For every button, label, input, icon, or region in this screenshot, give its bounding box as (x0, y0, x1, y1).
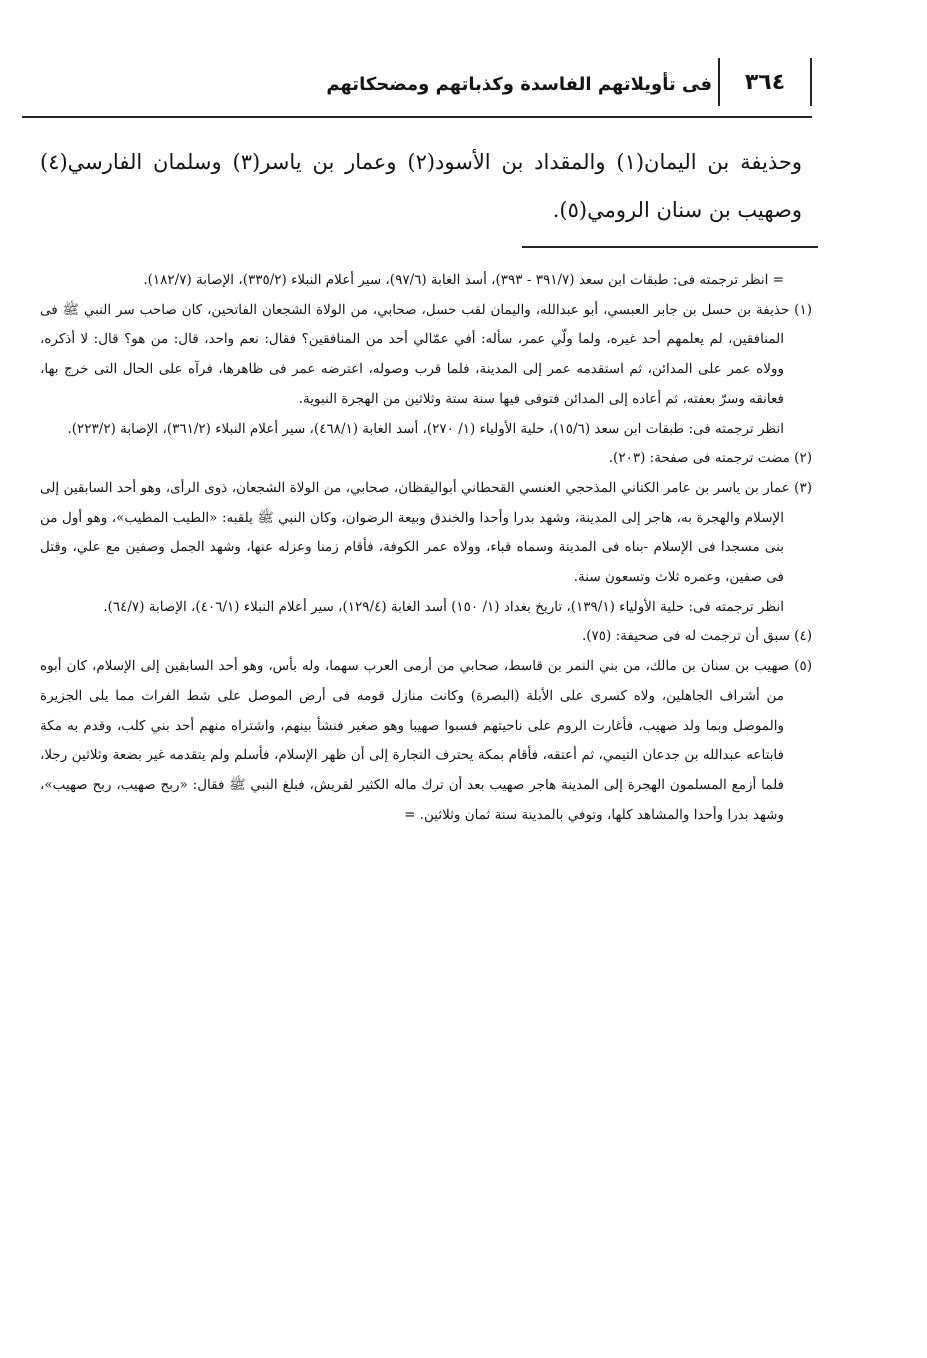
footnote-4: (٤) سبق أن ترجمت له فى صحيفة: (٧٥). (581, 628, 812, 645)
footnote-2: (٢) مضت ترجمته فى صفحة: (٢٠٣). (608, 450, 812, 467)
footnote-3-sources: انظر ترجمته فى: حلية الأولياء (١٣٩/١)، تاريخ بغداد (١/ ١٥٠) أسد الغابة (١٢٩/٤)، سير أعلام النبلاء (٤٠٦/١)، الإصابة (٦٤/٧). (103, 598, 784, 615)
page-header (22, 58, 812, 118)
footnote-1-sources: انظر ترجمته فى: طبقات ابن سعد (١٥/٦)، حلية الأولياء (١/ ٢٧٠)، أسد الغابة (٤٦٨/١)، سير أعلام النبلاء (٣٦١/٢)، الإصابة (٢٢٣/٢). (67, 420, 784, 437)
footnote-separator (522, 246, 818, 248)
footnote-1: (١) حذيفة بن حسل بن جابر العبسي، أبو عبدالله، واليمان لقب حسل، صحابي، من الولاة الشجعان الفاتحين، كان صاحب سر النبي ﷺ فى المنافقين، لم يعلمهم أحد غيره، ولما ولّي عمر، سأله: أفي عمّالي أحد من المنافقين؟ فقال: نعم واحد، قال: من هو؟ قال: لا أذكره، وولاه عمر على المدائن، ثم استقدمه عمر إلى المدينة، فلما قرب وصوله، اعترضه عمر فى ظاهرها، فرآه على الحال التى خرج بها، فعانقه وسرّ بعفته، ثم أعاده إلى المدائن فتوفى فيها سنة ستة وثلاثين من الهجرة النبوية. (40, 301, 812, 407)
footnote-continuation: = انظر ترجمته فى: طبقات ابن سعد (٣٩١/٧ - ٣٩٣)، أسد الغابة (٩٧/٦)، سير أعلام النبلاء (٣٣٥/٢)، الإصابة (١٨٢/٧). (143, 272, 784, 288)
main-paragraph: وحذيفة بن اليمان(١) والمقداد بن الأسود(٢) وعمار بن ياسر(٣) وسلمان الفارسي(٤) وصهيب بن سنان الرومي(٥). (40, 150, 802, 222)
header-rule (22, 116, 812, 118)
footnotes-section (40, 266, 812, 830)
running-title: فى تأويلاتهم الفاسدة وكذباتهم ومضحكاتهم (326, 74, 712, 95)
footnote-5: (٥) صهيب بن سنان بن مالك، من بني النمر بن قاسط، صحابي من أرمى العرب سهما، وله بأس، وهو أحد السابقين إلى الإسلام، كان أبوه من أشراف الجاهلين، ولاه كسرى على الأبلة (البصرة) وكانت منازل قومه فى أرض الموصل على شط الفرات مما يلى الجزيرة والموصل وبما ولد صهيب، فأغارت الروم على ناحيتهم فسبوا صهيبا وهو صغير فنشأ بينهم، واشتراه منهم أحد بني كلب، وقدم به مكة فابتاعه عبدالله بن جدعان التيمي، ثم أعتقه، فأقام بمكة يحترف التجارة إلى أن ظهر الإسلام، فأسلم ولم يتقدمه غير بضعة وثلاثين رجلا، فلما أزمع المسلمون الهجرة إلى المدينة هاجر صهيب بعد أن ترك ماله الكثير لقريش، فبلغ النبي ﷺ فقال: «ربح صهيب، ربح صهيب»، وشهد بدرا وأحدا والمشاهد كلها، وتوفي بالمدينة سنة ثمان وثلاثين. = (40, 658, 812, 823)
page-number: ٣٦٤ (718, 58, 812, 106)
footnote-3: (٣) عمار بن ياسر بن عامر الكناني المذحجي العنسي القحطاني أبواليقظان، صحابي، من الولاة الشجعان، ذوى الرأى، وهو أحد السابقين إلى الإسلام والهجرة به، هاجر إلى المدينة، وشهد بدرا وأحدا والخندق وبيعة الرضوان، وكان النبي ﷺ يلقبه: «الطيب المطيب»، وهو أول من بنى مسجدا فى الإسلام -بناه فى المدينة وسماه قباء، وولاه عمر الكوفة، فأقام زمنا وعزله عنها، وشهد الجمل وصفين مع علي، وقتل فى صفين، وعمره ثلاث وتسعون سنة. (40, 479, 812, 586)
